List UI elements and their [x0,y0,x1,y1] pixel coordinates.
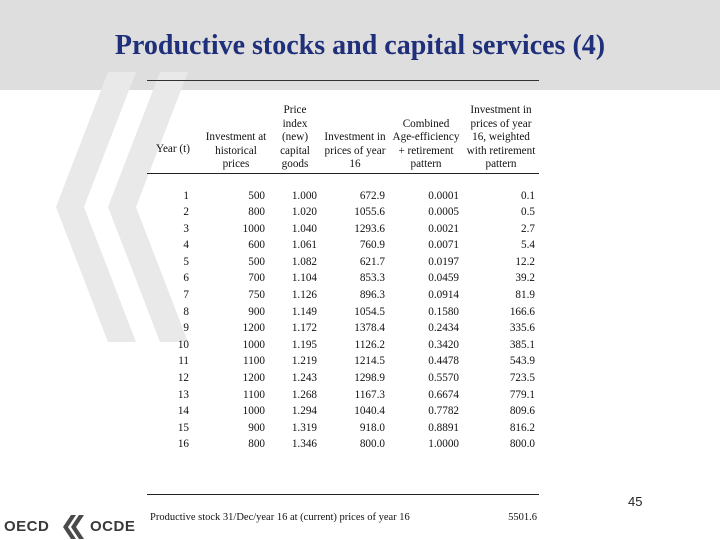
table-cell: 14 [177,405,189,418]
table-cell: 0.0001 [428,189,459,202]
table-cell: 543.9 [509,355,535,368]
table-cell: 500 [248,189,265,202]
table-cell: 1.268 [291,388,317,401]
table-row [147,270,539,287]
table-cell: 0.0459 [428,272,459,285]
logo-mark-icon [58,514,88,540]
table-cell: 1167.3 [354,388,385,401]
table-row [147,287,539,304]
header-investment-year16: Investment in prices of year 16 [324,131,386,170]
table-row [147,188,539,205]
table-cell: 1.294 [291,405,317,418]
table-cell: 0.0071 [428,239,459,252]
table-cell: 900 [248,305,265,318]
table-cell: 12.2 [515,255,535,268]
table-cell: 2 [183,206,189,219]
table-cell: 621.7 [359,255,385,268]
table-cell: 1.0000 [428,438,459,451]
table-cell: 0.0021 [428,222,459,235]
table-row [147,254,539,271]
table-cell: 15 [177,421,189,434]
table-cell: 1100 [243,355,265,368]
header-investment-weighted: Investment in prices of year 16, weighted with retirement pattern [466,104,536,170]
table-cell: 0.7782 [428,405,459,418]
table-cell: 1000 [242,338,265,351]
table-cell: 900 [248,421,265,434]
table-body [147,188,539,454]
table-cell: 1.020 [291,206,317,219]
table-cell: 1.149 [291,305,317,318]
header-year [147,104,203,173]
table-cell: 3 [183,222,189,235]
table-cell: 1293.6 [354,222,385,235]
summary-label: Productive stock 31/Dec/year 16 at (current) prices of year 16 [150,512,410,523]
table-cell: 385.1 [509,338,535,351]
table-cell: 1.040 [291,222,317,235]
table-cell: 1.172 [291,322,317,335]
table-row [147,403,539,420]
table-row [147,304,539,321]
year-column-label: Year (t) [156,143,190,155]
table-cell: 8 [183,305,189,318]
table-cell: 800.0 [509,438,535,451]
table-cell: 5.4 [521,239,535,252]
table-cell: 0.8891 [428,421,459,434]
table-cell: 1.082 [291,255,317,268]
table-cell: 0.4478 [428,355,459,368]
table-cell: 800 [248,206,265,219]
table-cell: 1.000 [291,189,317,202]
table-cell: 0.0197 [428,255,459,268]
table-cell: 1000 [242,405,265,418]
table-cell: 700 [248,272,265,285]
table-cell: 1055.6 [354,206,385,219]
table-cell: 896.3 [359,289,385,302]
table-cell: 39.2 [515,272,535,285]
table-cell: 0.2434 [428,322,459,335]
table-cell: 853.3 [359,272,385,285]
table-cell: 0.6674 [428,388,459,401]
table-cell: 672.9 [359,189,385,202]
table-cell: 1040.4 [354,405,385,418]
table-cell: 600 [248,239,265,252]
table-row [147,387,539,404]
header-combined-pattern: Combined Age-efficiency + retirement pattern [392,117,460,170]
table-top-rule [147,80,539,81]
table-cell: 779.1 [509,388,535,401]
table-cell: 816.2 [509,421,535,434]
table-cell: 12 [177,372,189,385]
table-cell: 1.346 [291,438,317,451]
table-row [147,337,539,354]
table-cell: 1214.5 [354,355,385,368]
table-cell: 1000 [242,222,265,235]
table-row [147,221,539,238]
table-cell: 6 [183,272,189,285]
table-cell: 1.126 [291,289,317,302]
table-cell: 9 [183,322,189,335]
table-row [147,370,539,387]
table-cell: 1054.5 [354,305,385,318]
table-cell: 2.7 [521,222,535,235]
table-row [147,420,539,437]
logo-text-right: OCDE [90,518,136,535]
table-cell: 1 [183,189,189,202]
table-cell: 800 [248,438,265,451]
table-row [147,204,539,221]
table-cell: 0.0914 [428,289,459,302]
table-cell: 1378.4 [354,322,385,335]
table-cell: 800.0 [359,438,385,451]
table-header-row [147,104,539,173]
table-cell: 1.219 [291,355,317,368]
table-cell: 11 [178,355,189,368]
table-bottom-rule [147,494,539,495]
table-row [147,320,539,337]
capital-services-table [147,104,539,453]
table-cell: 760.9 [359,239,385,252]
table-cell: 0.0005 [428,206,459,219]
table-cell: 5 [183,255,189,268]
table-cell: 1100 [243,388,265,401]
table-cell: 1200 [242,322,265,335]
table-cell: 81.9 [515,289,535,302]
table-cell: 7 [183,289,189,302]
table-cell: 750 [248,289,265,302]
table-cell: 723.5 [509,372,535,385]
table-cell: 1.319 [291,421,317,434]
table-cell: 809.6 [509,405,535,418]
table-cell: 0.3420 [428,338,459,351]
table-cell: 1.195 [291,338,317,351]
table-cell: 918.0 [359,421,385,434]
table-cell: 1126.2 [354,338,385,351]
slide-title: Productive stocks and capital services (4) [114,30,606,61]
table-cell: 500 [248,255,265,268]
table-cell: 0.5 [521,206,535,219]
table-cell: 1.243 [291,372,317,385]
table-cell: 1.061 [291,239,317,252]
page-number: 45 [628,494,643,509]
table-cell: 1298.9 [354,372,385,385]
logo-text-left: OECD [4,518,50,535]
table-cell: 4 [183,239,189,252]
header-price-index: Price index (new) capital goods [280,104,310,170]
table-cell: 335.6 [509,322,535,335]
table-cell: 1.104 [291,272,317,285]
summary-value: 5501.6 [508,512,537,523]
table-row [147,436,539,453]
table-cell: 0.1580 [428,305,459,318]
table-cell: 166.6 [509,305,535,318]
table-cell: 16 [177,438,189,451]
table-cell: 10 [177,338,189,351]
table-cell: 13 [177,388,189,401]
table-cell: 0.1 [521,189,535,202]
header-investment-historical: Investment at historical prices [205,131,267,170]
table-cell: 1200 [242,372,265,385]
table-cell: 0.5570 [428,372,459,385]
oecd-logo [0,512,140,540]
table-row [147,237,539,254]
table-row [147,353,539,370]
